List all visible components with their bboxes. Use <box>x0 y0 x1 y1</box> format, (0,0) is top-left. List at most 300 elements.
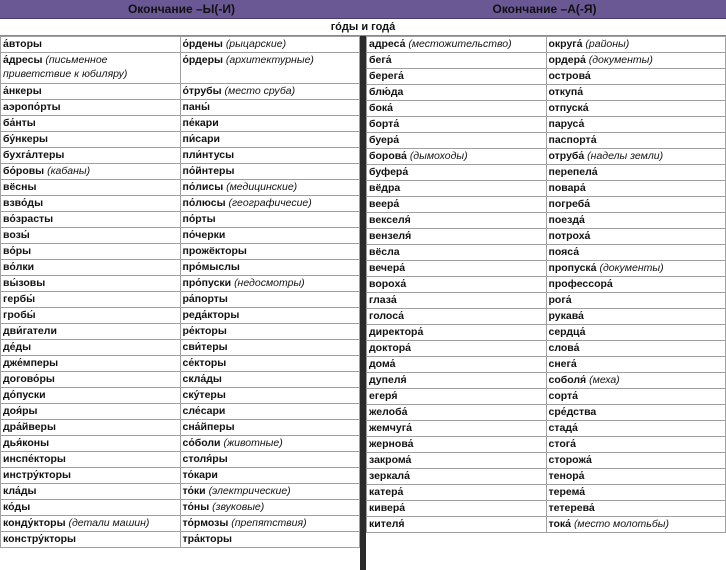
right-cell <box>546 421 726 437</box>
left-table-row <box>1 532 360 548</box>
left-cell <box>180 516 360 532</box>
left-cell <box>1 100 181 116</box>
right-cell <box>367 261 547 277</box>
left-cell <box>1 356 181 372</box>
left-table-row <box>1 356 360 372</box>
word: пе́кари <box>182 117 219 129</box>
left-table-row <box>1 164 360 180</box>
left-cell <box>180 180 360 196</box>
right-cell <box>546 261 726 277</box>
left-table-row <box>1 340 360 356</box>
right-cell <box>367 421 547 437</box>
word: тетерева́ <box>548 502 595 514</box>
word-note: (электрические) <box>208 485 291 497</box>
word: блю́да <box>369 86 404 98</box>
right-cell <box>367 245 547 261</box>
word: бухга́лтеры <box>3 149 65 161</box>
right-cell <box>546 373 726 389</box>
word: тока́ <box>548 518 572 530</box>
left-cell <box>1 260 181 276</box>
right-cell <box>546 229 726 245</box>
right-table-row <box>367 501 726 517</box>
word-note: (меха) <box>589 374 620 386</box>
right-cell <box>367 485 547 501</box>
word: бу́нкеры <box>3 133 49 145</box>
subheader-example: го́ды и года́ <box>0 19 726 36</box>
word: про́пуски <box>182 277 232 289</box>
left-cell <box>1 340 181 356</box>
left-cell <box>180 276 360 292</box>
right-cell <box>367 517 547 533</box>
left-cell <box>180 500 360 516</box>
word: паны́ <box>182 101 210 113</box>
right-table-row <box>367 437 726 453</box>
word: конду́кторы <box>3 517 66 529</box>
right-table-row <box>367 309 726 325</box>
right-cell <box>367 101 547 117</box>
left-cell <box>180 436 360 452</box>
word: пи́сари <box>182 133 220 145</box>
table-body <box>0 36 726 570</box>
word: глаза́ <box>369 294 397 306</box>
word: ре́кторы <box>182 325 227 337</box>
left-cell <box>1 228 181 244</box>
word: дупеля́ <box>369 374 407 386</box>
word: по́рты <box>182 213 216 225</box>
right-table-row <box>367 389 726 405</box>
right-cell <box>546 293 726 309</box>
word: вёсны <box>3 181 37 193</box>
word: ордера́ <box>548 54 586 66</box>
word: сердца́ <box>548 326 586 338</box>
word: терема́ <box>548 486 586 498</box>
word: сле́сари <box>182 405 226 417</box>
word: сре́дства <box>548 406 597 418</box>
right-cell <box>367 277 547 293</box>
left-cell <box>180 388 360 404</box>
right-table-row <box>367 325 726 341</box>
word: пояса́ <box>548 246 580 258</box>
word: веера́ <box>369 198 400 210</box>
left-cell <box>1 532 181 548</box>
word: катера́ <box>369 486 404 498</box>
word-note: (недосмотры) <box>234 277 305 289</box>
word: рукава́ <box>548 310 584 322</box>
word: о́трубы <box>182 85 222 97</box>
left-table-row <box>1 260 360 276</box>
word: вы́зовы <box>3 277 46 289</box>
word: слова́ <box>548 342 580 354</box>
right-cell <box>546 389 726 405</box>
left-cell <box>1 37 181 53</box>
word: бока́ <box>369 102 393 114</box>
right-cell <box>367 373 547 389</box>
right-table-row <box>367 245 726 261</box>
left-cell <box>180 324 360 340</box>
word: кивера́ <box>369 502 406 514</box>
word-note: (документы) <box>599 262 664 274</box>
word-note: (дымоходы) <box>409 150 468 162</box>
word: откупа́ <box>548 86 584 98</box>
word: профессора́ <box>548 278 613 290</box>
left-cell <box>180 148 360 164</box>
left-table-row <box>1 132 360 148</box>
word: соболя́ <box>548 374 587 386</box>
left-table-row <box>1 228 360 244</box>
right-cell <box>367 69 547 85</box>
word: зеркала́ <box>369 470 410 482</box>
right-cell <box>546 325 726 341</box>
right-cell <box>546 517 726 533</box>
word-note: (наделы земли) <box>587 150 664 162</box>
right-cell <box>546 501 726 517</box>
left-cell <box>180 452 360 468</box>
left-cell <box>1 276 181 292</box>
word: перепела́ <box>548 166 598 178</box>
word-note: (географичесие) <box>228 197 312 209</box>
word: пли́нтусы <box>182 149 235 161</box>
word: погреба́ <box>548 198 591 210</box>
word: отпуска́ <box>548 102 589 114</box>
word: догово́ры <box>3 373 55 385</box>
word-note: (детали машин) <box>68 517 150 529</box>
left-cell <box>1 180 181 196</box>
right-cell <box>546 357 726 373</box>
word: со́боли <box>182 437 221 449</box>
right-cell <box>367 133 547 149</box>
right-table-row <box>367 469 726 485</box>
left-cell <box>1 500 181 516</box>
left-cell <box>180 116 360 132</box>
right-cell <box>546 485 726 501</box>
word: по́лисы <box>182 181 224 193</box>
word: директора́ <box>369 326 424 338</box>
left-table-half <box>0 36 360 570</box>
word: гробы́ <box>3 309 36 321</box>
right-cell <box>546 181 726 197</box>
word: дра́йверы <box>3 421 56 433</box>
right-cell <box>367 53 547 69</box>
right-table-row <box>367 405 726 421</box>
word: то́ны <box>182 501 210 513</box>
word: потроха́ <box>548 230 591 242</box>
right-cell <box>546 53 726 69</box>
left-cell <box>1 196 181 212</box>
word: стога́ <box>548 438 576 450</box>
right-table-row <box>367 485 726 501</box>
word: округа́ <box>548 38 583 50</box>
left-table-row <box>1 372 360 388</box>
right-cell <box>367 85 547 101</box>
word: ба́нты <box>3 117 36 129</box>
right-cell <box>367 293 547 309</box>
word: де́ды <box>3 341 32 353</box>
left-word-table <box>0 36 360 548</box>
word: вечера́ <box>369 262 406 274</box>
word: во́зрасты <box>3 213 54 225</box>
right-table-row <box>367 133 726 149</box>
left-cell <box>180 100 360 116</box>
left-table-row <box>1 276 360 292</box>
word: до́пуски <box>3 389 46 401</box>
right-cell <box>546 469 726 485</box>
word: се́кторы <box>182 357 227 369</box>
right-table-row <box>367 373 726 389</box>
left-cell <box>180 196 360 212</box>
word: дья́коны <box>3 437 50 449</box>
right-cell <box>546 165 726 181</box>
right-table-row <box>367 261 726 277</box>
right-table-row <box>367 117 726 133</box>
word: поезда́ <box>548 214 585 226</box>
word: возы́ <box>3 229 30 241</box>
left-table-row <box>1 116 360 132</box>
left-table-row <box>1 404 360 420</box>
word: ко́ды <box>3 501 31 513</box>
right-cell <box>546 133 726 149</box>
right-cell <box>367 213 547 229</box>
word: буфера́ <box>369 166 409 178</box>
right-table-row <box>367 37 726 53</box>
word: желоба́ <box>369 406 408 418</box>
left-table-row <box>1 212 360 228</box>
right-cell <box>367 453 547 469</box>
word: кла́ды <box>3 485 37 497</box>
left-table-row <box>1 196 360 212</box>
left-cell <box>180 244 360 260</box>
word-note: (районы) <box>585 38 630 50</box>
word: гербы́ <box>3 293 36 305</box>
word: жернова́ <box>369 438 414 450</box>
right-table-row <box>367 165 726 181</box>
left-table-row <box>1 420 360 436</box>
right-cell <box>546 437 726 453</box>
word: то́ки <box>182 485 206 497</box>
word: паспорта́ <box>548 134 597 146</box>
word: тра́кторы <box>182 533 232 545</box>
left-table-row <box>1 148 360 164</box>
word: повара́ <box>548 182 586 194</box>
header-bar <box>0 0 726 19</box>
word-note: (место молотьбы) <box>573 518 669 530</box>
left-cell <box>1 244 181 260</box>
left-cell <box>180 53 360 84</box>
word-note: (рыцарские) <box>225 38 287 50</box>
word: о́рдеры <box>182 54 223 66</box>
right-cell <box>367 357 547 373</box>
left-table-row <box>1 484 360 500</box>
left-table-row <box>1 516 360 532</box>
word: а́нкеры <box>3 85 42 97</box>
word: то́кари <box>182 469 218 481</box>
word: жемчуга́ <box>369 422 412 434</box>
right-cell <box>367 165 547 181</box>
word: ску́теры <box>182 389 226 401</box>
word: дже́мперы <box>3 357 59 369</box>
left-cell <box>1 116 181 132</box>
right-cell <box>546 453 726 469</box>
right-table-half <box>366 36 726 570</box>
word-note: (звуковые) <box>212 501 265 513</box>
word: а́дресы <box>3 54 43 66</box>
left-cell <box>1 436 181 452</box>
right-cell <box>367 181 547 197</box>
left-cell <box>180 356 360 372</box>
word: сна́йперы <box>182 421 235 433</box>
right-cell <box>367 149 547 165</box>
right-cell <box>546 405 726 421</box>
word: взво́ды <box>3 197 44 209</box>
left-cell <box>180 404 360 420</box>
right-table-row <box>367 341 726 357</box>
right-cell <box>546 69 726 85</box>
right-table-row <box>367 85 726 101</box>
left-cell <box>180 84 360 100</box>
right-cell <box>367 117 547 133</box>
right-table-row <box>367 149 726 165</box>
word: инстру́кторы <box>3 469 71 481</box>
left-cell <box>1 132 181 148</box>
left-cell <box>1 292 181 308</box>
word: доя́ры <box>3 405 38 417</box>
word: по́йнтеры <box>182 165 235 177</box>
right-cell <box>546 213 726 229</box>
right-cell <box>367 37 547 53</box>
word: тенора́ <box>548 470 585 482</box>
left-cell <box>180 260 360 276</box>
word: вёдра <box>369 182 401 194</box>
left-table-row <box>1 452 360 468</box>
left-table-row <box>1 180 360 196</box>
left-cell <box>1 164 181 180</box>
right-cell <box>367 501 547 517</box>
word: сви́теры <box>182 341 228 353</box>
left-cell <box>180 468 360 484</box>
word: а́вторы <box>3 38 42 50</box>
left-table-row <box>1 500 360 516</box>
right-table-row <box>367 453 726 469</box>
right-table-row <box>367 101 726 117</box>
left-cell <box>1 468 181 484</box>
word: борова́ <box>369 150 407 162</box>
right-cell <box>546 277 726 293</box>
word-note: (кабаны) <box>47 165 91 177</box>
left-cell <box>1 53 181 84</box>
word-note: (животные) <box>223 437 283 449</box>
right-cell <box>546 197 726 213</box>
word: по́черки <box>182 229 226 241</box>
left-cell <box>180 212 360 228</box>
right-cell <box>367 469 547 485</box>
right-table-row <box>367 517 726 533</box>
right-table-row <box>367 213 726 229</box>
word-note: (документы) <box>588 54 653 66</box>
right-cell <box>546 341 726 357</box>
word: про́мыслы <box>182 261 240 273</box>
right-cell <box>546 101 726 117</box>
left-table-row <box>1 468 360 484</box>
left-cell <box>180 420 360 436</box>
left-table-row <box>1 244 360 260</box>
word: стада́ <box>548 422 578 434</box>
word: пропуска́ <box>548 262 597 274</box>
left-table-row <box>1 436 360 452</box>
header-ending-y-i: Окончание –Ы(-И) <box>127 2 236 16</box>
right-table-row <box>367 229 726 245</box>
left-table-row <box>1 100 360 116</box>
right-cell <box>367 389 547 405</box>
right-cell <box>546 37 726 53</box>
word: скла́ды <box>182 373 222 385</box>
left-cell <box>1 324 181 340</box>
left-cell <box>1 388 181 404</box>
left-cell <box>180 37 360 53</box>
word: вёсла <box>369 246 400 258</box>
left-cell <box>180 292 360 308</box>
word: закрома́ <box>369 454 412 466</box>
left-table-row <box>1 388 360 404</box>
left-cell <box>1 148 181 164</box>
right-cell <box>546 149 726 165</box>
right-cell <box>546 117 726 133</box>
word: кителя́ <box>369 518 405 530</box>
left-cell <box>180 340 360 356</box>
word-note: (препятствия) <box>231 517 307 529</box>
word: рога́ <box>548 294 572 306</box>
word: столя́ры <box>182 453 228 465</box>
word: егеря́ <box>369 390 398 402</box>
left-cell <box>1 516 181 532</box>
word: отруба́ <box>548 150 585 162</box>
word: берега́ <box>369 70 404 82</box>
left-cell <box>180 372 360 388</box>
word: аэропо́рты <box>3 101 61 113</box>
word: ра́порты <box>182 293 228 305</box>
right-table-row <box>367 69 726 85</box>
left-table-row <box>1 84 360 100</box>
left-cell <box>1 308 181 324</box>
word-note: (место сруба) <box>224 85 296 97</box>
left-cell <box>180 164 360 180</box>
right-table-row <box>367 357 726 373</box>
word: сторожа́ <box>548 454 592 466</box>
right-cell <box>546 309 726 325</box>
word: бо́ровы <box>3 165 45 177</box>
right-table-row <box>367 277 726 293</box>
word: паруса́ <box>548 118 585 130</box>
left-cell <box>1 212 181 228</box>
right-cell <box>367 437 547 453</box>
word: голоса́ <box>369 310 405 322</box>
word: буера́ <box>369 134 400 146</box>
right-cell <box>546 85 726 101</box>
word: по́люсы <box>182 197 226 209</box>
word-note: (медицинские) <box>226 181 298 193</box>
word: инспе́кторы <box>3 453 66 465</box>
word: доктора́ <box>369 342 412 354</box>
right-table-row <box>367 53 726 69</box>
right-table-row <box>367 197 726 213</box>
right-word-table <box>366 36 726 533</box>
right-cell <box>367 197 547 213</box>
word: прожёкторы <box>182 245 247 257</box>
left-cell <box>1 452 181 468</box>
left-cell <box>1 404 181 420</box>
right-cell <box>367 309 547 325</box>
word: сорта́ <box>548 390 579 402</box>
right-cell <box>546 245 726 261</box>
word: о́рдены <box>182 38 223 50</box>
